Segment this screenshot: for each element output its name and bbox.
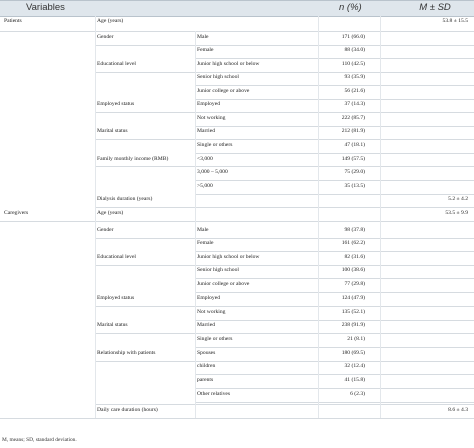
mean-sd-cell: 8.6 ± 4.3 bbox=[448, 407, 468, 413]
n-percent-cell: 171 (66.0) bbox=[341, 34, 365, 40]
n-percent-cell: 180 (69.5) bbox=[341, 350, 365, 356]
n-percent-cell: 93 (35.9) bbox=[344, 74, 365, 80]
row-divider bbox=[195, 99, 474, 100]
n-percent-cell: 6 (2.3) bbox=[350, 391, 365, 397]
row-divider bbox=[95, 306, 474, 307]
row-divider bbox=[195, 180, 474, 181]
level-cell: children bbox=[197, 363, 216, 369]
n-percent-cell: 212 (81.9) bbox=[341, 128, 365, 134]
variable-cell: Employed status bbox=[97, 295, 135, 301]
level-cell: Single or others bbox=[197, 142, 233, 148]
level-cell: Employed bbox=[197, 101, 220, 107]
row-divider bbox=[195, 402, 474, 403]
group-cell: Caregivers bbox=[4, 210, 29, 216]
level-cell: Senior high school bbox=[197, 74, 239, 80]
variable-cell: Marital status bbox=[97, 322, 128, 328]
level-cell: parents bbox=[197, 377, 214, 383]
header-mean-sd: M ± SD bbox=[419, 2, 451, 13]
row-divider bbox=[195, 85, 474, 86]
header-n-percent: n (%) bbox=[339, 2, 362, 13]
row-divider bbox=[95, 45, 474, 46]
level-cell: Senior high school bbox=[197, 267, 239, 273]
level-cell: 3,000 – 5,000 bbox=[197, 169, 228, 175]
column-divider bbox=[95, 16, 96, 418]
level-cell: Female bbox=[197, 240, 214, 246]
n-percent-cell: 100 (38.6) bbox=[341, 267, 365, 273]
level-cell: Employed bbox=[197, 295, 220, 301]
level-cell: Not working bbox=[197, 115, 226, 121]
n-percent-cell: 47 (18.1) bbox=[344, 142, 365, 148]
footnote: M, means; SD, standard deviation. bbox=[2, 437, 77, 443]
level-cell: Male bbox=[197, 34, 209, 40]
level-cell: Not working bbox=[197, 309, 226, 315]
header-variables: Variables bbox=[26, 2, 65, 13]
level-cell: Female bbox=[197, 47, 214, 53]
n-percent-cell: 56 (21.6) bbox=[344, 88, 365, 94]
level-cell: Spouses bbox=[197, 350, 216, 356]
mean-sd-cell: 53.5 ± 9.9 bbox=[445, 210, 468, 216]
n-percent-cell: 35 (13.5) bbox=[344, 183, 365, 189]
n-percent-cell: 222 (85.7) bbox=[341, 115, 365, 121]
level-cell: Junior high school or below bbox=[197, 254, 260, 260]
row-divider bbox=[95, 72, 474, 73]
row-divider bbox=[95, 238, 474, 239]
n-percent-cell: 21 (8.1) bbox=[347, 336, 365, 342]
column-divider bbox=[380, 16, 381, 418]
n-percent-cell: 77 (29.8) bbox=[344, 281, 365, 287]
row-divider bbox=[195, 126, 474, 127]
row-divider bbox=[95, 139, 474, 140]
row-divider bbox=[195, 251, 474, 252]
variable-cell: Gender bbox=[97, 227, 114, 233]
n-percent-cell: 41 (15.8) bbox=[344, 377, 365, 383]
n-percent-cell: 161 (62.2) bbox=[341, 240, 365, 246]
row-divider bbox=[95, 404, 474, 405]
row-divider bbox=[195, 194, 474, 195]
row-divider bbox=[95, 207, 474, 208]
level-cell: Junior college or above bbox=[197, 281, 250, 287]
row-divider bbox=[195, 347, 474, 348]
row-divider bbox=[95, 112, 474, 113]
level-cell: <3,000 bbox=[197, 156, 213, 162]
level-cell: Junior college or above bbox=[197, 88, 250, 94]
mean-sd-cell: 53.8 ± 15.5 bbox=[442, 18, 468, 24]
level-cell: Single or others bbox=[197, 336, 233, 342]
n-percent-cell: 75 (29.0) bbox=[344, 169, 365, 175]
n-percent-cell: 98 (37.8) bbox=[344, 227, 365, 233]
row-divider bbox=[195, 292, 474, 293]
row-divider bbox=[0, 418, 474, 419]
level-cell: Married bbox=[197, 322, 216, 328]
variable-cell: Employed status bbox=[97, 101, 135, 107]
level-cell: >5,000 bbox=[197, 183, 213, 189]
variable-cell: Daily care duration (hours) bbox=[97, 407, 158, 413]
n-percent-cell: 37 (14.3) bbox=[344, 101, 365, 107]
column-divider bbox=[318, 16, 319, 418]
level-cell: Junior high school or below bbox=[197, 61, 260, 67]
row-divider bbox=[195, 374, 474, 375]
level-cell: Other relatives bbox=[197, 391, 231, 397]
row-divider bbox=[95, 265, 474, 266]
variable-cell: Relationship with patients bbox=[97, 350, 156, 356]
row-divider bbox=[0, 31, 474, 32]
variable-cell: Age (years) bbox=[97, 210, 124, 216]
table-header bbox=[0, 0, 474, 17]
row-divider bbox=[95, 333, 474, 334]
n-percent-cell: 82 (31.6) bbox=[344, 254, 365, 260]
variable-cell: Marital status bbox=[97, 128, 128, 134]
n-percent-cell: 110 (42.5) bbox=[341, 61, 365, 67]
row-divider bbox=[195, 278, 474, 279]
row-divider bbox=[195, 58, 474, 59]
group-cell: Patients bbox=[4, 18, 22, 24]
variable-cell: Age (years) bbox=[97, 18, 124, 24]
variable-cell: Dialysis duration (years) bbox=[97, 196, 153, 202]
row-divider bbox=[195, 320, 474, 321]
row-divider bbox=[195, 388, 474, 389]
row-divider bbox=[0, 221, 474, 222]
column-divider bbox=[195, 31, 196, 418]
variable-cell: Gender bbox=[97, 34, 114, 40]
row-divider bbox=[95, 166, 474, 167]
n-percent-cell: 32 (12.4) bbox=[344, 363, 365, 369]
row-divider bbox=[195, 153, 474, 154]
variable-cell: Family monthly income (RMB) bbox=[97, 156, 169, 162]
n-percent-cell: 238 (91.9) bbox=[341, 322, 365, 328]
row-divider bbox=[95, 361, 474, 362]
level-cell: Male bbox=[197, 227, 209, 233]
n-percent-cell: 88 (34.0) bbox=[344, 47, 365, 53]
n-percent-cell: 135 (52.1) bbox=[341, 309, 365, 315]
n-percent-cell: 149 (57.5) bbox=[341, 156, 365, 162]
n-percent-cell: 124 (47.9) bbox=[341, 295, 365, 301]
variable-cell: Educational level bbox=[97, 254, 136, 260]
mean-sd-cell: 5.2 ± 4.2 bbox=[448, 196, 468, 202]
level-cell: Married bbox=[197, 128, 216, 134]
variable-cell: Educational level bbox=[97, 61, 136, 67]
